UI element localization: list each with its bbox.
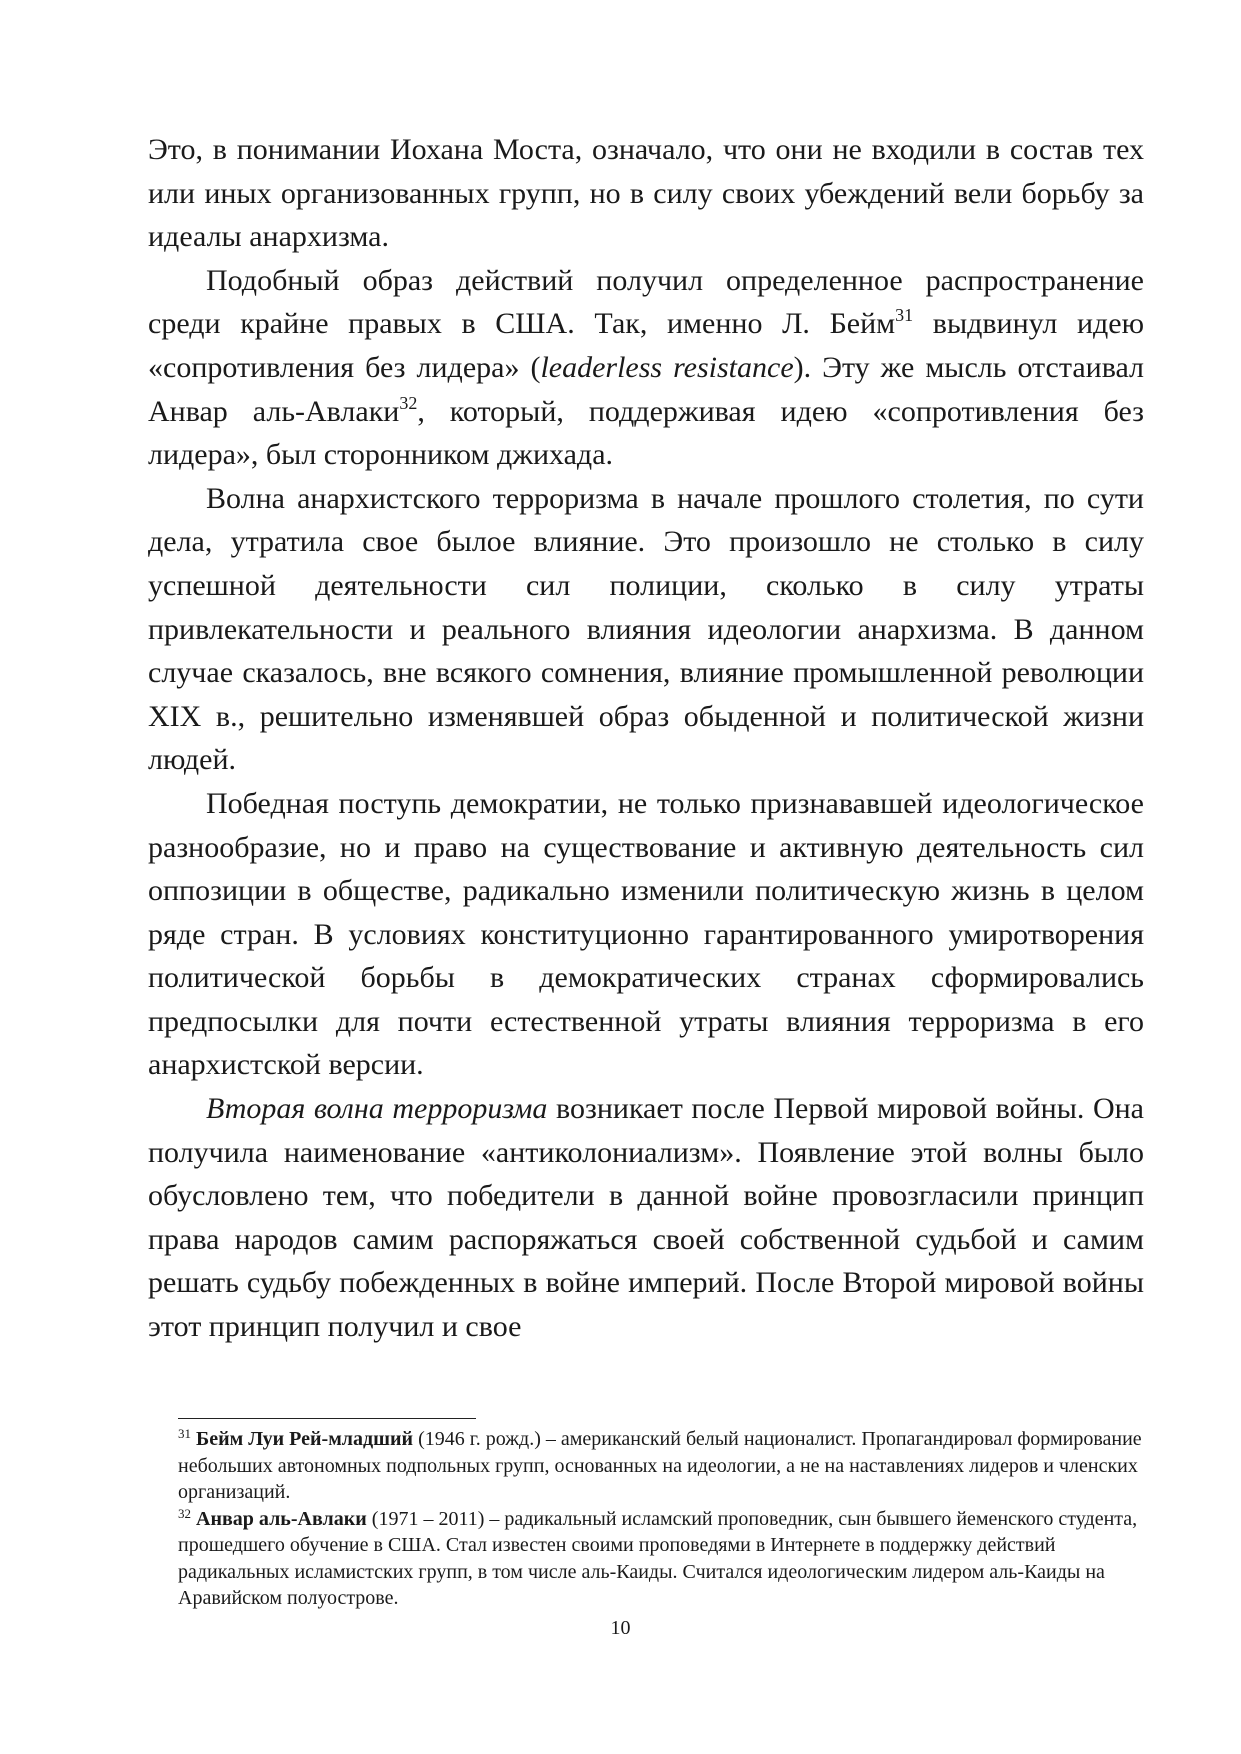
italic-term: leaderless resistance <box>540 350 794 384</box>
footnote-separator <box>178 1418 476 1419</box>
footnote-person-name: Бейм Луи Рей-младший <box>196 1428 414 1450</box>
footnote-text: (1971 – 2011) – радикальный исламский проповедник, сын бывшего йеменского студента, прошедшего обучение в США. Стал известен своими проповедями в Интернете в поддержку действий радикальных исламистских групп, в том числе аль-Каиды. Считался идеологическим лидером аль-Каиды на Аравийском полуострове. <box>178 1507 1138 1609</box>
footnotes <box>178 1426 1152 1612</box>
paragraph-text: Подобный образ действий получил определенное распространение среди крайне правых в США. Так, именно Л. Бейм <box>148 263 1144 341</box>
paragraph-text: возникает после Первой мировой войны. Она получила наименование «антиколониализм». Появление этой волны было обусловлено тем, что победители в данной войне провозгласили принцип права народов самим распоряжаться своей собственной судьбой и самим решать судьбу побежденных в войне империй. После Второй мировой войны этот принцип получил и свое <box>148 1092 1144 1344</box>
page-number: 10 <box>610 1617 631 1639</box>
footnote-number: 31 <box>178 1426 191 1441</box>
footnote-ref-31[interactable]: 31 <box>895 305 914 326</box>
paragraph-2 <box>148 259 1144 477</box>
paragraph-text: Волна анархистского терроризма в начале прошлого столетия, по сути дела, утратила свое былое влияние. Это произошло не столько в силу успешной деятельности сил полиции, сколько в силу утраты привлекательности и реального влияния идеологии анархизма. В данном случае сказалось, вне всякого сомнения, влияние промышленной революции XIX в., решительно изменявшей образ обыденной и политической жизни людей. <box>148 481 1144 777</box>
footnote-person-name: Анвар аль-Авлаки <box>196 1507 367 1530</box>
paragraph-text: Победная поступь демократии, не только признававшей идеологическое разнообразие, но и право на существование и активную деятельность сил оппозиции в обществе, радикально изменили политическую жизнь в целом ряде стран. В условиях конституционно гарантированного умиротворения политической борьбы в демократических странах сформировались предпосылки для почти естественной утраты влияния терроризма в его анархистской версии. <box>148 786 1144 1082</box>
footnote-ref-32[interactable]: 32 <box>399 392 418 413</box>
paragraph-1 <box>148 128 1144 259</box>
footnote-31 <box>178 1426 1152 1506</box>
paragraph-text: выдвинул идею «сопротивления без лидера» ( <box>148 307 1144 384</box>
italic-term: Вторая волна терроризма <box>206 1092 548 1126</box>
paragraph-text: Это, в понимании Иохана Моста, означало, что они не входили в состав тех или иных организованных групп, но в силу своих убеждений вели борьбу за идеалы анархизма. <box>148 133 1144 254</box>
paragraph-text: , который, поддерживая идею «сопротивления без лидера», был сторонником джихада. <box>148 394 1144 472</box>
footnote-text: (1946 г. рожд.) – американский белый националист. Пропагандировал формирование небольших автономных подпольных групп, основанных на идеологии, а не на наставлениях лидеров и членских организаций. <box>178 1428 1142 1503</box>
paragraph-5 <box>148 1087 1144 1349</box>
paragraph-text: ). Эту же мысль отстаивал Анвар аль-Авлаки <box>148 350 1145 428</box>
footnote-number: 32 <box>178 1505 191 1521</box>
paragraph-4 <box>148 782 1144 1087</box>
paragraph-3 <box>148 477 1144 782</box>
footnote-32 <box>178 1506 1152 1612</box>
body-text <box>148 128 1144 1349</box>
